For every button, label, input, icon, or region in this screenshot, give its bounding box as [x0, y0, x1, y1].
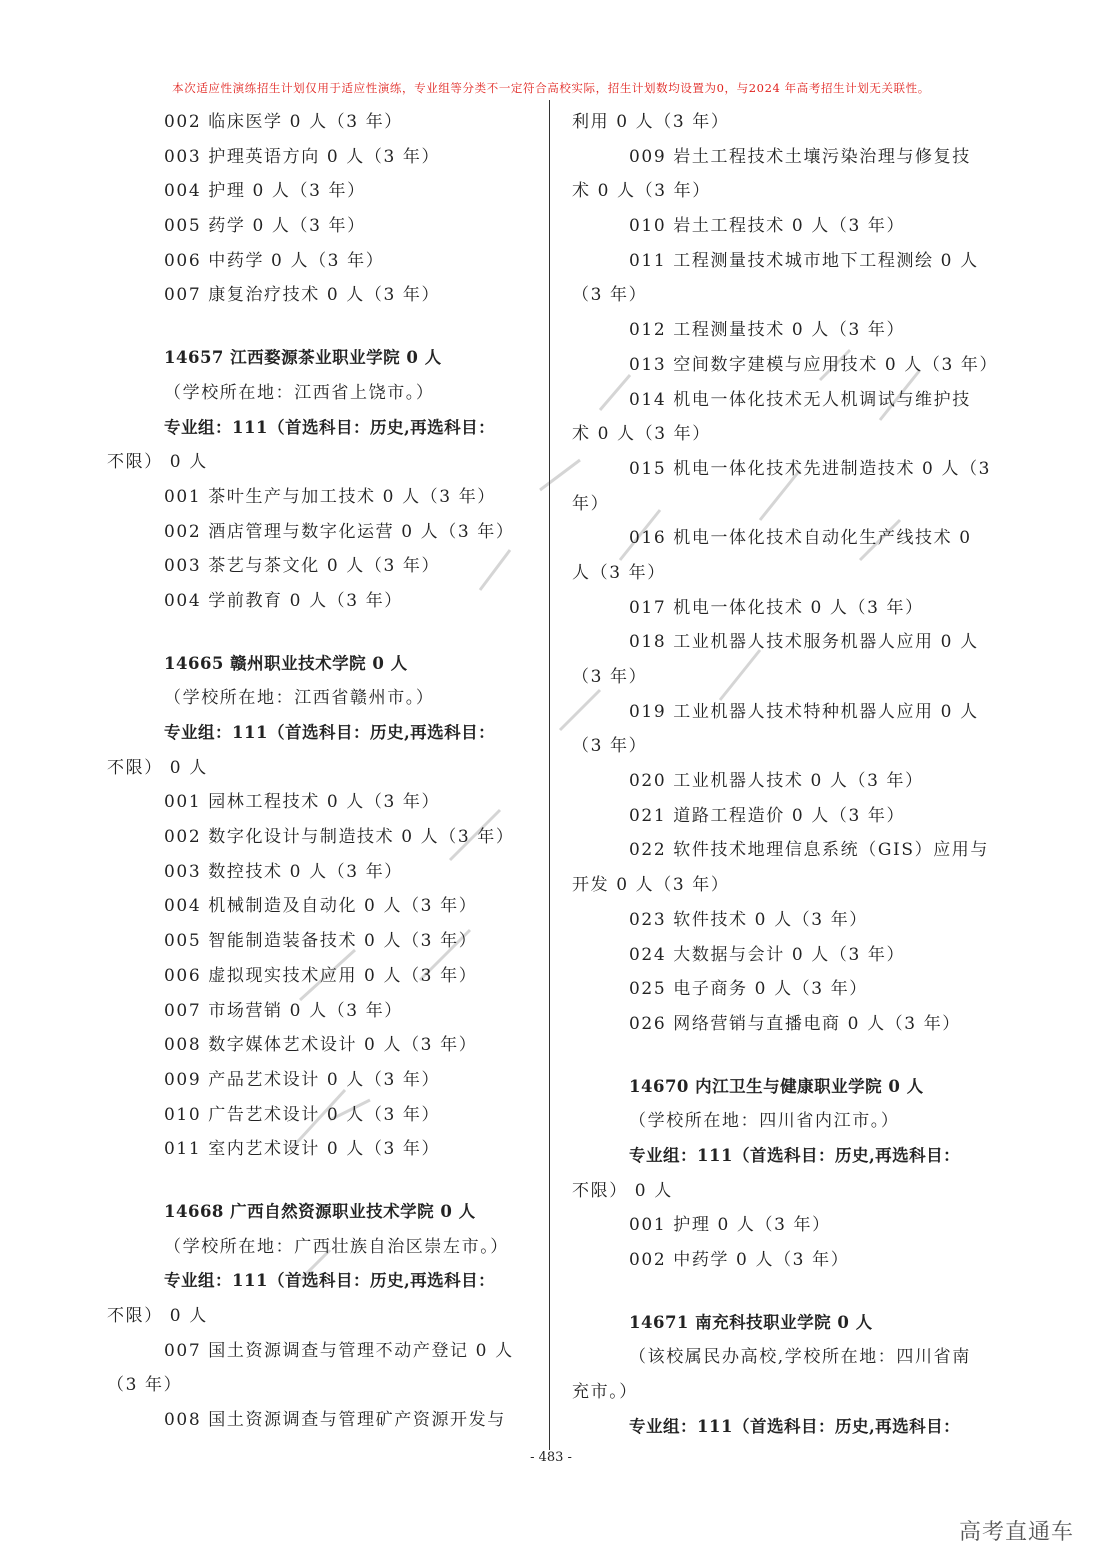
text-line: 025 电子商务 0 人（3 年） — [629, 979, 868, 1000]
text-line: （学校所在地：江西省上饶市。） — [164, 382, 435, 403]
text-line: （3 年） — [107, 1375, 183, 1396]
section-heading: 专业组：111（首选科目：历史,再选科目： — [629, 1416, 961, 1436]
left-column — [107, 105, 532, 1438]
text-line: 007 国土资源调查与管理不动产登记 0 人 — [164, 1340, 514, 1361]
text-line: 充市。） — [572, 1382, 638, 1403]
column-divider — [549, 100, 550, 1450]
text-line: 013 空间数字建模与应用技术 0 人（3 年） — [629, 354, 999, 375]
text-line: 008 国土资源调查与管理矿产资源开发与 — [164, 1410, 506, 1431]
text-line: 005 药学 0 人（3 年） — [164, 216, 366, 237]
section-heading: 专业组：111（首选科目：历史,再选科目： — [629, 1145, 961, 1165]
text-line: 020 工业机器人技术 0 人（3 年） — [629, 771, 924, 792]
text-line: 010 岩土工程技术 0 人（3 年） — [629, 216, 906, 237]
text-line: 012 工程测量技术 0 人（3 年） — [629, 320, 906, 341]
text-line: 011 室内艺术设计 0 人（3 年） — [164, 1139, 441, 1160]
section-heading: 14665 赣州职业技术学院 0 人 — [164, 653, 408, 673]
text-line: 024 大数据与会计 0 人（3 年） — [629, 944, 906, 965]
text-line: 不限） 0 人 — [107, 452, 208, 473]
text-line: 术 0 人（3 年） — [572, 181, 711, 202]
text-line: 009 岩土工程技术土壤污染治理与修复技 — [629, 146, 971, 167]
text-line: 001 园林工程技术 0 人（3 年） — [164, 792, 441, 813]
text-line: 009 产品艺术设计 0 人（3 年） — [164, 1069, 441, 1090]
text-line: 022 软件技术地理信息系统（GIS）应用与 — [629, 840, 989, 861]
text-line: 006 中药学 0 人（3 年） — [164, 250, 385, 271]
text-line: （学校所在地：四川省内江市。） — [629, 1111, 900, 1132]
text-line: 002 数字化设计与制造技术 0 人（3 年） — [164, 827, 515, 848]
text-line: 003 护理英语方向 0 人（3 年） — [164, 146, 441, 167]
section-heading: 专业组：111（首选科目：历史,再选科目： — [164, 1271, 496, 1291]
right-column — [572, 105, 1000, 1444]
text-line: 004 机械制造及自动化 0 人（3 年） — [164, 896, 478, 917]
section-heading: 14668 广西自然资源职业技术学院 0 人 — [164, 1201, 476, 1221]
section-gap — [572, 1278, 1000, 1306]
text-line: （学校所在地：江西省赣州市。） — [164, 688, 435, 709]
text-line: 不限） 0 人 — [572, 1180, 673, 1201]
text-line: 001 茶叶生产与加工技术 0 人（3 年） — [164, 486, 496, 507]
text-line: 开发 0 人（3 年） — [572, 875, 730, 896]
text-line: （3 年） — [572, 736, 648, 757]
text-line: 005 智能制造装备技术 0 人（3 年） — [164, 931, 478, 952]
text-line: 021 道路工程造价 0 人（3 年） — [629, 805, 906, 826]
text-line: 015 机电一体化技术先进制造技术 0 人（3 — [629, 458, 992, 479]
text-line: 利用 0 人（3 年） — [572, 112, 730, 132]
section-gap — [107, 1167, 532, 1195]
text-line: 002 酒店管理与数字化运营 0 人（3 年） — [164, 521, 515, 542]
text-line: 不限） 0 人 — [107, 1306, 208, 1326]
section-heading: 14670 内江卫生与健康职业学院 0 人 — [629, 1076, 924, 1096]
section-heading: 专业组：111（首选科目：历史,再选科目： — [164, 723, 496, 742]
text-line: 014 机电一体化技术无人机调试与维护技 — [629, 389, 971, 410]
text-line: 007 康复治疗技术 0 人（3 年） — [164, 285, 441, 306]
text-line: 007 市场营销 0 人（3 年） — [164, 1000, 403, 1021]
text-line: （该校属民办高校,学校所在地：四川省南 — [629, 1347, 971, 1368]
text-line: 术 0 人（3 年） — [572, 424, 711, 445]
text-line: 人（3 年） — [572, 562, 666, 583]
text-line: 010 广告艺术设计 0 人（3 年） — [164, 1104, 441, 1125]
section-gap — [107, 313, 532, 341]
section-heading: 专业组：111（首选科目：历史,再选科目： — [164, 417, 496, 437]
section-gap — [572, 1042, 1000, 1070]
text-line: 003 茶艺与茶文化 0 人（3 年） — [164, 556, 441, 577]
text-line: 008 数字媒体艺术设计 0 人（3 年） — [164, 1035, 478, 1056]
section-gap — [107, 619, 532, 647]
page-number: - 483 - — [530, 1450, 572, 1465]
section-heading: 14657 江西婺源茶业职业学院 0 人 — [164, 348, 442, 368]
footer-brand: 高考直通车 — [958, 1520, 1074, 1545]
text-line: 019 工业机器人技术特种机器人应用 0 人 — [629, 701, 979, 722]
text-line: 004 护理 0 人（3 年） — [164, 181, 366, 202]
header-notice: 本次适应性演练招生计划仅用于适应性演练，专业组等分类不一定符合高校实际，招生计划数均设置为0，与2024 年高考招生计划无关联性。 — [172, 81, 930, 95]
text-line: （3 年） — [572, 285, 648, 306]
text-line: 年） — [572, 493, 610, 514]
text-line: （3 年） — [572, 667, 648, 687]
text-line: 006 虚拟现实技术应用 0 人（3 年） — [164, 965, 478, 986]
text-line: 026 网络营销与直播电商 0 人（3 年） — [629, 1013, 961, 1034]
text-line: 001 护理 0 人（3 年） — [629, 1215, 831, 1236]
section-heading: 14671 南充科技职业学院 0 人 — [629, 1312, 873, 1332]
text-line: 002 临床医学 0 人（3 年） — [164, 112, 403, 132]
text-line: 不限） 0 人 — [107, 757, 208, 778]
text-line: 011 工程测量技术城市地下工程测绘 0 人 — [629, 250, 979, 271]
text-line: （学校所在地：广西壮族自治区崇左市。） — [164, 1236, 509, 1257]
text-line: 016 机电一体化技术自动化生产线技术 0 — [629, 528, 972, 549]
text-line: 023 软件技术 0 人（3 年） — [629, 909, 868, 930]
text-line: 018 工业机器人技术服务机器人应用 0 人 — [629, 632, 979, 653]
text-line: 004 学前教育 0 人（3 年） — [164, 590, 403, 611]
text-line: 002 中药学 0 人（3 年） — [629, 1250, 850, 1270]
text-line: 003 数控技术 0 人（3 年） — [164, 861, 403, 882]
text-line: 017 机电一体化技术 0 人（3 年） — [629, 597, 924, 618]
